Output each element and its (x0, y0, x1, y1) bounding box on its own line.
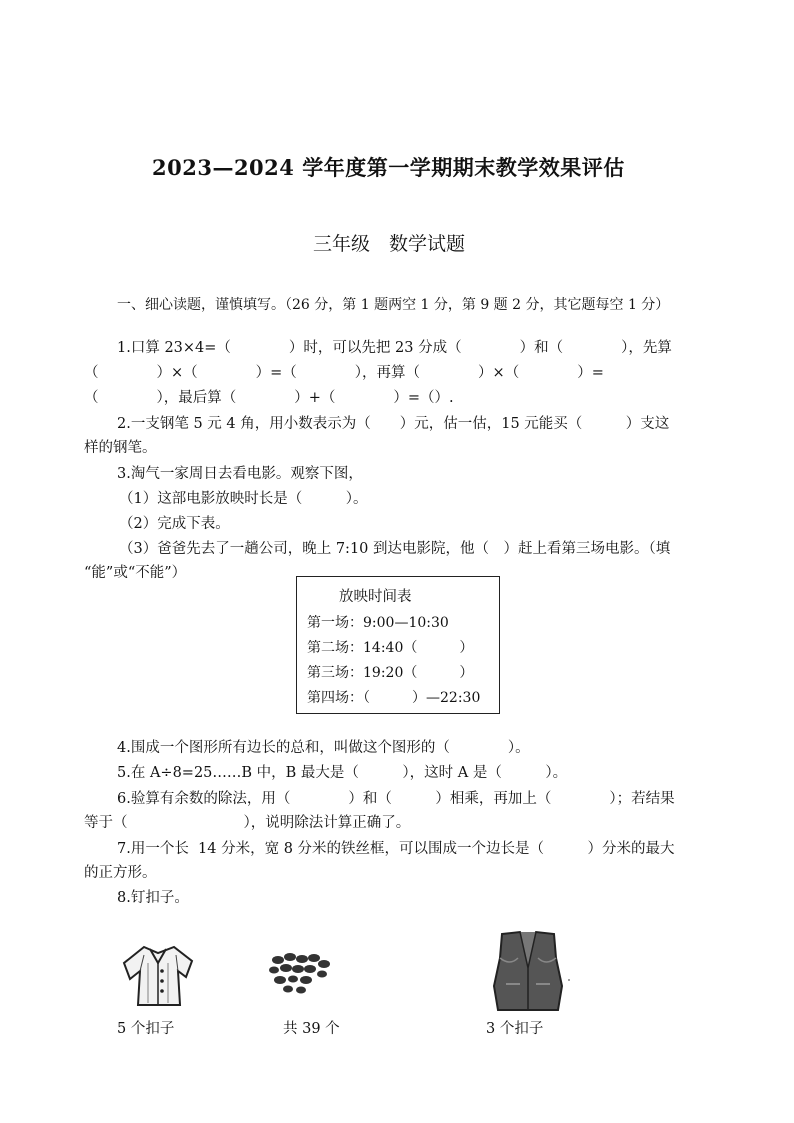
q5: 5.在 A÷8=25……B 中，B 最大是（ ），这时 A 是（ ）。 (117, 765, 568, 781)
buttons-caption: 共 39 个 (283, 1021, 340, 1037)
q4: 4.围成一个图形所有边长的总和，叫做这个图形的（ ）。 (117, 740, 530, 756)
schedule-row: 第四场：（ ）—22:30 (307, 690, 481, 706)
shirt-icon (120, 943, 198, 1011)
schedule-row: 第三场：19:20（ ） (307, 665, 474, 681)
q3-sub1: （1）这部电影放映时长是（ ）。 (119, 491, 368, 507)
q6-line2: 等于（ ），说明除法计算正确了。 (84, 815, 411, 831)
q2-line2: 样的钢笔。 (84, 440, 157, 456)
exam-subtitle: 三年级 数学试题 (313, 233, 466, 255)
q3-sub3: （3）爸爸先去了一趟公司，晚上 7:10 到达电影院，他（ ）赶上看第三场电影。（填 (119, 541, 671, 557)
q7-line2: 的正方形。 (84, 865, 157, 881)
buttons-pile-icon (266, 950, 336, 996)
exam-title: 2023—2024 学年度第一学期期末教学效果评估 (152, 155, 625, 180)
q3-sub3-continued: “能”或“不能”） (84, 565, 187, 581)
vest-icon (484, 928, 574, 1014)
q1-line1: 1.口算 23×4=（ ）时，可以先把 23 分成（ ）和（ ），先算 (117, 340, 672, 356)
q2-line1: 2.一支钢笔 5 元 4 角，用小数表示为（ ）元，估一估，15 元能买（ ）支这 (117, 416, 670, 432)
q3-line1: 3.淘气一家周日去看电影。观察下图， (117, 466, 363, 482)
q3-sub2: （2）完成下表。 (119, 516, 230, 532)
q7-line1: 7.用一个长 14 分米，宽 8 分米的铁丝框，可以围成一个边长是（ ）分米的最大 (117, 841, 675, 857)
section-heading: 一、细心读题，谨慎填写。（26 分，第 1 题两空 1 分，第 9 题 2 分，其它题每空 1 分） (117, 297, 670, 313)
shirt-caption: 5 个扣子 (117, 1021, 175, 1037)
schedule-row: 第一场：9:00—10:30 (307, 615, 449, 631)
vest-caption: 3 个扣子 (486, 1021, 544, 1037)
schedule-row: 第二场：14:40（ ） (307, 640, 474, 656)
q1-line2: （ ）×（ ）=（ ），再算（ ）×（ ）= (84, 365, 604, 381)
schedule-table (296, 576, 500, 714)
q1-line3: （ ），最后算（ ）+（ ）=（）. (84, 390, 454, 406)
q6-line1: 6.验算有余数的除法，用（ ）和（ ）相乘，再加上（ ）；若结果 (117, 791, 675, 807)
q8: 8.钉扣子。 (117, 890, 189, 906)
schedule-heading: 放映时间表 (339, 589, 412, 605)
